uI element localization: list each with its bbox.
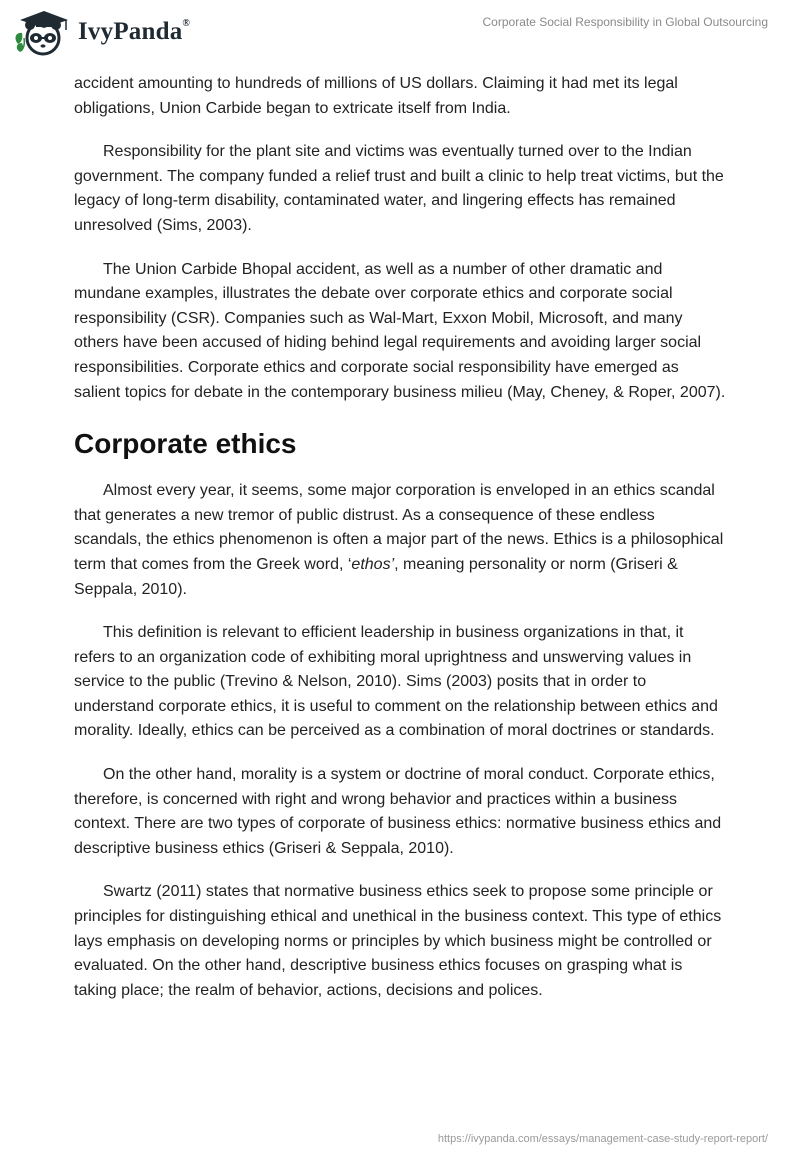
paragraph-ethics-3: On the other hand, morality is a system or doctrine of moral conduct. Corporate ethics, therefore, is concerned with right and wrong behavior and practices within a business context. There are two types of corporate of business ethics: normative business ethics and descriptive business ethics (Griseri & Seppala, 2010). xyxy=(74,766,722,857)
essay-body xyxy=(74,72,726,1022)
document-title: Corporate Social Responsibility in Global Outsourcing xyxy=(482,15,768,29)
paragraph-ethics-1 xyxy=(74,479,726,602)
source-url-link[interactable]: https://ivypanda.com/essays/management-case-study-report-report/ xyxy=(437,1133,768,1145)
paragraph-ethics-4: Swartz (2011) states that normative business ethics seek to propose some principle or principles for distinguishing ethical and unethical in the business context. This type of ethics lays emphasis on developing norms or principles by which business might be controlled or evaluated. On the other hand, descriptive business ethics focuses on grasping what is taking place; the realm of behavior, actions, decisions and polices. xyxy=(74,883,722,999)
ivypanda-logo-icon[interactable] xyxy=(14,8,76,56)
section-heading: Corporate ethics xyxy=(74,428,297,460)
page-header xyxy=(0,0,800,70)
ethics-1-text-before: Almost every year, it seems, some major corporation is enveloped in an ethics scandal that generates a new tremor of public distrust. As a consequence of these endless scandals, the ethics phenomenon is often a major part of the news. Ethics is a philosophical term that comes from the Greek word, ‘ xyxy=(74,482,724,573)
paragraph-intro-2: Responsibility for the plant site and victims was eventually turned over to the Indian government. The company funded a relief trust and built a clinic to help treat victims, but the legacy of long-term disability, contaminated water, and lingering effects has remained unresolved (Sims, 2003). xyxy=(74,143,724,234)
registered-mark: ® xyxy=(182,17,191,29)
brand-name-text: IvyPanda xyxy=(78,18,183,45)
brand-name[interactable] xyxy=(78,18,190,46)
paragraph-intro-3: The Union Carbide Bhopal accident, as well as a number of other dramatic and mundane examples, illustrates the debate over corporate ethics and corporate social responsibility (CSR). Companies such as Wal-Mart, Exxon Mobil, Microsoft, and many others have been accused of hiding behind legal requirements and avoiding larger social responsibilities. Corporate ethics and corporate social responsibility have emerged as salient topics for debate in the contemporary business milieu (May, Cheney, & Roper, 2007). xyxy=(74,260,726,401)
ethos-term: ethos’ xyxy=(351,555,395,573)
paragraph-ethics-2: This definition is relevant to efficient leadership in business organizations in that, it refers to an organization code of exhibiting moral uprightness and unswerving values in service to the public (Trevino & Nelson, 2010). Sims (2003) posits that in order to understand corporate ethics, it is useful to comment on the relationship between ethics and morality. Ideally, ethics can be perceived as a combination of moral doctrines or standards. xyxy=(74,624,718,740)
paragraph-intro-1: accident amounting to hundreds of millions of US dollars. Claiming it had met its legal obligations, Union Carbide began to extricate itself from India. xyxy=(74,75,678,117)
ethics-1-text-after: , meaning personality or norm (Griseri & Seppala, 2010). xyxy=(74,555,678,598)
